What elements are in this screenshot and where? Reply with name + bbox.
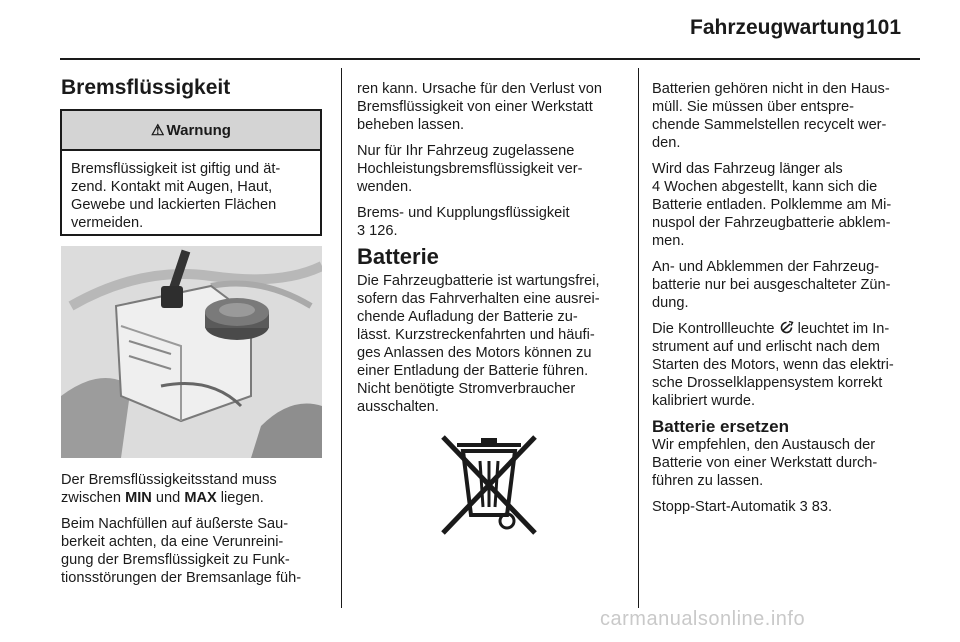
level-text-start: Der Bremsflüssigkeitsstand muss zwischen [61,472,277,506]
warning-text: Bremsflüssigkeit ist giftig und ät- zend. Kontakt mit Augen, Haut, Gewebe und lackierten Flächen vermeiden. [71,161,281,231]
fluid-reference-paragraph [357,204,627,240]
column-2-text [357,80,627,424]
indicator-paragraph [652,320,927,410]
battery-replace-title: Batterie ersetzen [652,417,790,436]
continuation-paragraph: ren kann. Ursache für den Verlust von Bremsflüssigkeit von einer Werkstatt beheben lassen. [357,81,602,133]
battery-section-title: Batterie [357,244,439,269]
brake-fluid-reservoir-photo [61,246,322,458]
section-title: Bremsflüssigkeit [61,76,231,99]
approved-fluid-paragraph: Nur für Ihr Fahrzeug zugelassene Hochleistungsbremsflüssigkeit ver- wenden. [357,143,583,195]
page-header-title: Fahrzeugwartung [690,16,866,39]
storage-paragraph: Wird das Fahrzeug länger als 4 Wochen abgestellt, kann sich die Batterie entladen. Polklemme am Mi- nuspol der Fahrzeugbatterie abklem- men. [652,161,892,249]
warning-header [62,111,320,151]
header-rule [60,58,920,60]
warning-label: Warnung [166,121,231,139]
column-divider-1 [341,68,342,608]
column-1-text [61,471,331,595]
level-text-mid: und [151,490,185,506]
column-3-text [652,80,927,524]
battery-paragraph: Die Fahrzeugbatterie ist wartungsfrei, sofern das Fahrverhalten eine ausrei- chende Aufladung der Batterie zu- lässt. Kurzstreckenfahrten und häufi- ges Anlassen des Motors können zu einer Entladung der Batterie führen. Nicht benötigte Stromverbraucher ausschalten. [357,273,600,415]
clamp-paragraph: An- und Abklemmen der Fahrzeug- batterie nur bei ausgeschalteter Zün- dung. [652,259,891,311]
indicator-text-end: leuchtet im In- strument auf und erlischt nach dem Starten des Motors, wenn das elektri- sche Drosselklappensystem korrekt kalibriert wurde. [652,321,894,409]
column-divider-2 [638,68,639,608]
page-number: 101 [866,16,902,39]
throttle-control-light-icon [779,321,794,334]
level-text-end: liegen. [216,490,264,506]
brake-fluid-level-paragraph [61,471,331,507]
watermark: carmanualsonline.info [600,608,806,630]
warning-triangle-icon: ⚠ [151,122,165,139]
refill-paragraph: Beim Nachfüllen auf äußerste Sau- berkeit achten, da eine Verunreini- gung der Bremsflüssigkeit zu Funk- tionsstörungen der Bremsanlage füh- [61,516,302,586]
disposal-paragraph: Batterien gehören nicht in den Haus- müll. Sie müssen über entspre- chende Sammelstellen recycelt wer- den. [652,81,890,151]
replace-paragraph: Wir empfehlen, den Austausch der Batterie von einer Werkstatt durch- führen zu lassen. [652,437,878,489]
min-keyword: MIN [125,490,152,506]
crossed-out-bin-icon [435,435,543,539]
warning-box [60,109,322,236]
max-keyword: MAX [184,490,217,506]
indicator-text-start: Die Kontrollleuchte [652,321,779,337]
stop-start-reference[interactable]: Stopp-Start-Automatik 3 83. [652,499,833,515]
fluid-reference-text: Brems- und Kupplungsflüssigkeit [357,205,570,221]
page-reference-link[interactable]: 3 126. [357,223,398,239]
